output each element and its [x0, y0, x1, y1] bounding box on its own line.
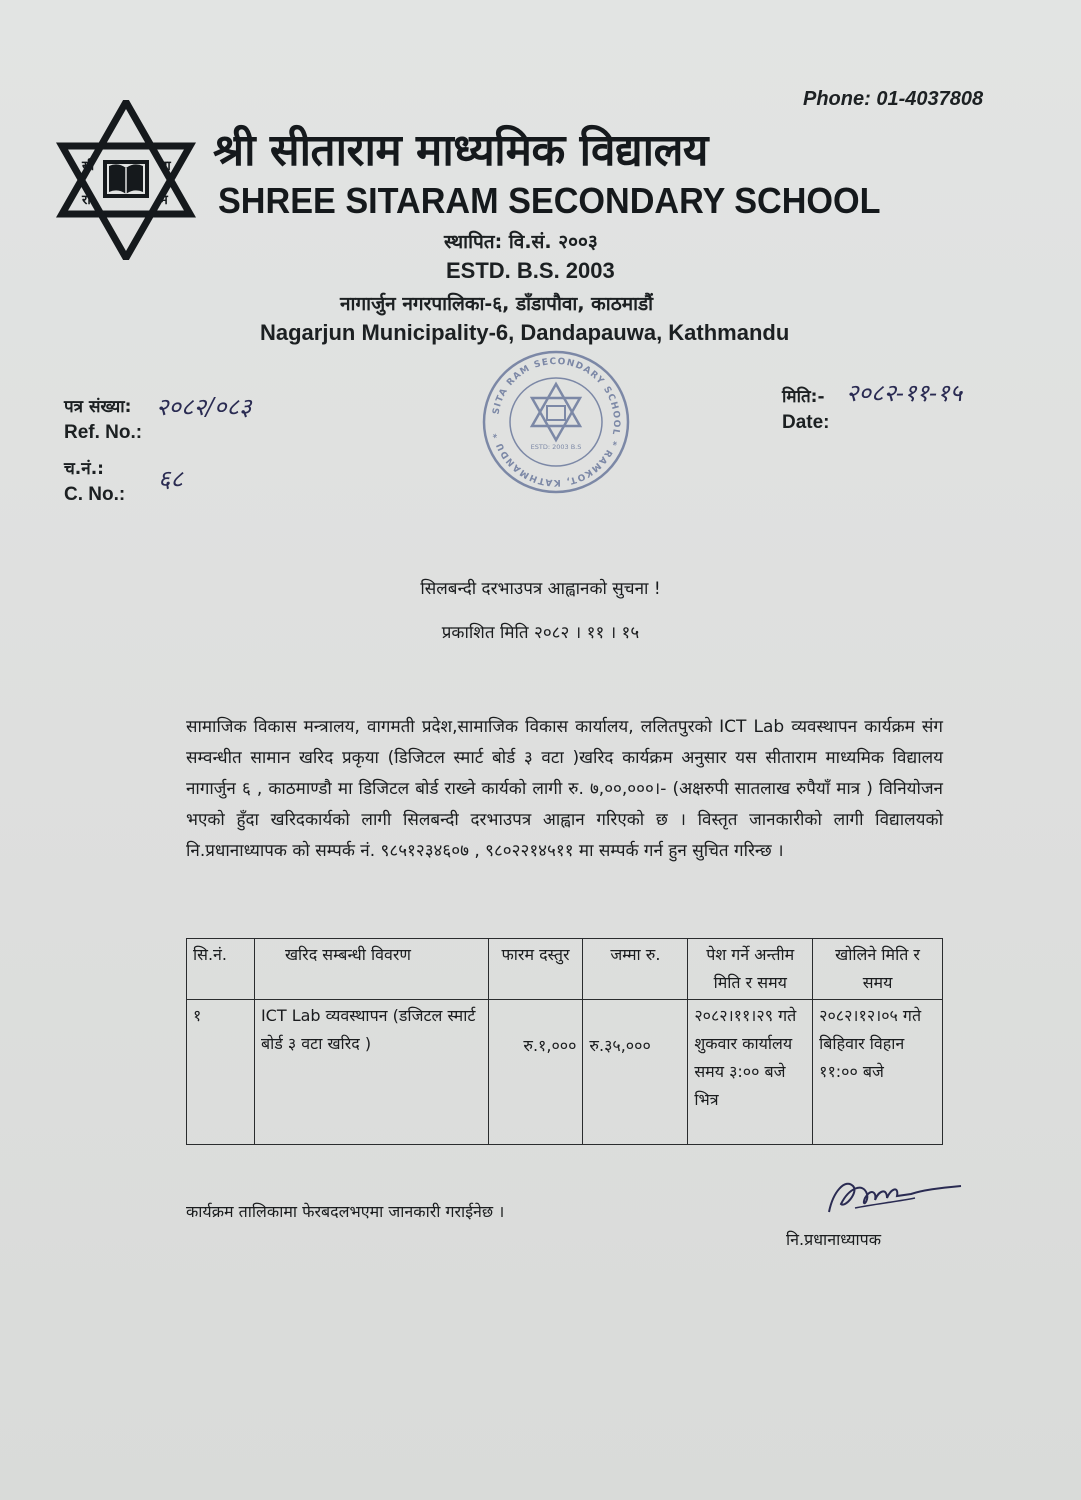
logo-letter-1: सी — [82, 159, 95, 174]
date-label-english: Date: — [782, 412, 830, 433]
established-english: ESTD. B.S. 2003 — [446, 258, 615, 283]
date-value: २०८२-११-१५ — [846, 379, 963, 407]
cell-opening-date: २०८२।१२।०५ गते बिहिवार विहान ११:०० बजे — [813, 1000, 943, 1145]
logo-letter-3: रा — [82, 193, 91, 208]
seal-outer-text: SITA RAM SECONDARY SCHOOL * RAMKOT, KATHMANDU * — [491, 356, 622, 488]
school-logo — [56, 100, 196, 260]
cell-description: ICT Lab व्यवस्थापन (डजिटल स्मार्ट बोर्ड ३ वटा खरिद ) — [254, 1000, 488, 1145]
established-nepali: स्थापित: वि.सं. २००३ — [444, 231, 598, 253]
cell-deposit: रु.३५,००० — [583, 1000, 688, 1145]
cno-label-nepali: च.नं.: — [64, 459, 104, 479]
col-header-form-fee: फारम दस्तुर — [488, 939, 583, 1000]
col-header-sn: सि.नं. — [187, 939, 255, 1000]
address-english: Nagarjun Municipality-6, Dandapauwa, Kathmandu — [260, 320, 790, 345]
date-label-nepali: मिति:- — [782, 387, 825, 407]
ref-number: २०८२/०८३ — [156, 393, 252, 421]
published-date: प्रकाशित मिति २०८२ । ११ । १५ — [441, 623, 640, 643]
tender-table — [186, 938, 943, 1145]
footer-note: कार्यक्रम तालिकामा फेरबदलभएमा जानकारी गराईनेछ । — [186, 1202, 505, 1221]
col-header-submission-deadline: पेश गर्ने अन्तीम मिति र समय — [688, 939, 813, 1000]
cno-label-english: C. No.: — [64, 484, 126, 505]
col-header-opening-date: खोलिने मिति र समय — [813, 939, 943, 1000]
signatory-title: नि.प्रधानाध्यापक — [786, 1230, 882, 1249]
logo-letter-2: ता — [160, 159, 171, 174]
cell-sn: १ — [187, 1000, 255, 1145]
cno-number: ६८ — [158, 465, 183, 493]
cell-form-fee: रु.१,००० — [488, 1000, 583, 1145]
col-header-description: खरिद सम्बन्धी विवरण — [254, 939, 488, 1000]
notice-body: सामाजिक विकास मन्त्रालय, वागमती प्रदेश,सामाजिक विकास कार्यालय, ललितपुरको ICT Lab व्यवस्थापन कार्यक्रम संग सम्वन्धीत सामान खरिद प्रकृया (डिजिटल स्मार्ट बोर्ड ३ वटा )खरिद कार्यक्रम अनुसार यस सीताराम माध्यमिक विद्यालय नागार्जुन ६ , काठमाण्डौ मा डिजिटल बोर्ड राख्ने कार्यको लागी रु. ७,००,०००।- (अक्षरुपी सातलाख रुपैयाँ मात्र ) विनियोजन भएको हुँदा खरिदकार्यको लागी सिलबन्दी दरभाउपत्र आह्वान गरिएको छ । विस्तृत जानकारीको लागी विद्यालयको नि.प्रधानाध्यापक को सम्पर्क नं. ९८५१२३४६०७ , ९८०२२१४५११ मा सम्पर्क गर्न हुन सुचित गरिन्छ । — [186, 717, 943, 861]
notice-title: सिलबन्दी दरभाउपत्र आह्वानको सुचना ! — [420, 579, 661, 599]
table-header-row — [187, 939, 943, 1000]
ref-label-english: Ref. No.: — [64, 422, 143, 443]
seal-inner-text: ESTD: 2003 B.S — [530, 443, 582, 451]
col-header-deposit: जम्मा रु. — [583, 939, 688, 1000]
phone-number: Phone: 01-4037808 — [803, 88, 984, 110]
table-row — [187, 1000, 943, 1145]
logo-letter-4: म — [160, 193, 168, 208]
ref-label-nepali: पत्र संख्या: — [64, 397, 132, 417]
handwritten-signature — [815, 1168, 965, 1228]
school-seal-stamp — [480, 348, 632, 496]
school-name-english: SHREE SITARAM SECONDARY SCHOOL — [218, 180, 881, 221]
address-nepali: नागार्जुन नगरपालिका-६, डाँडापौवा, काठमाडौं — [340, 293, 654, 315]
cell-submission-deadline: २०८२।११।२९ गते शुकवार कार्यालय समय ३:०० बजे भित्र — [688, 1000, 813, 1145]
school-name-nepali: श्री सीताराम माध्यमिक विद्यालय — [213, 125, 708, 176]
